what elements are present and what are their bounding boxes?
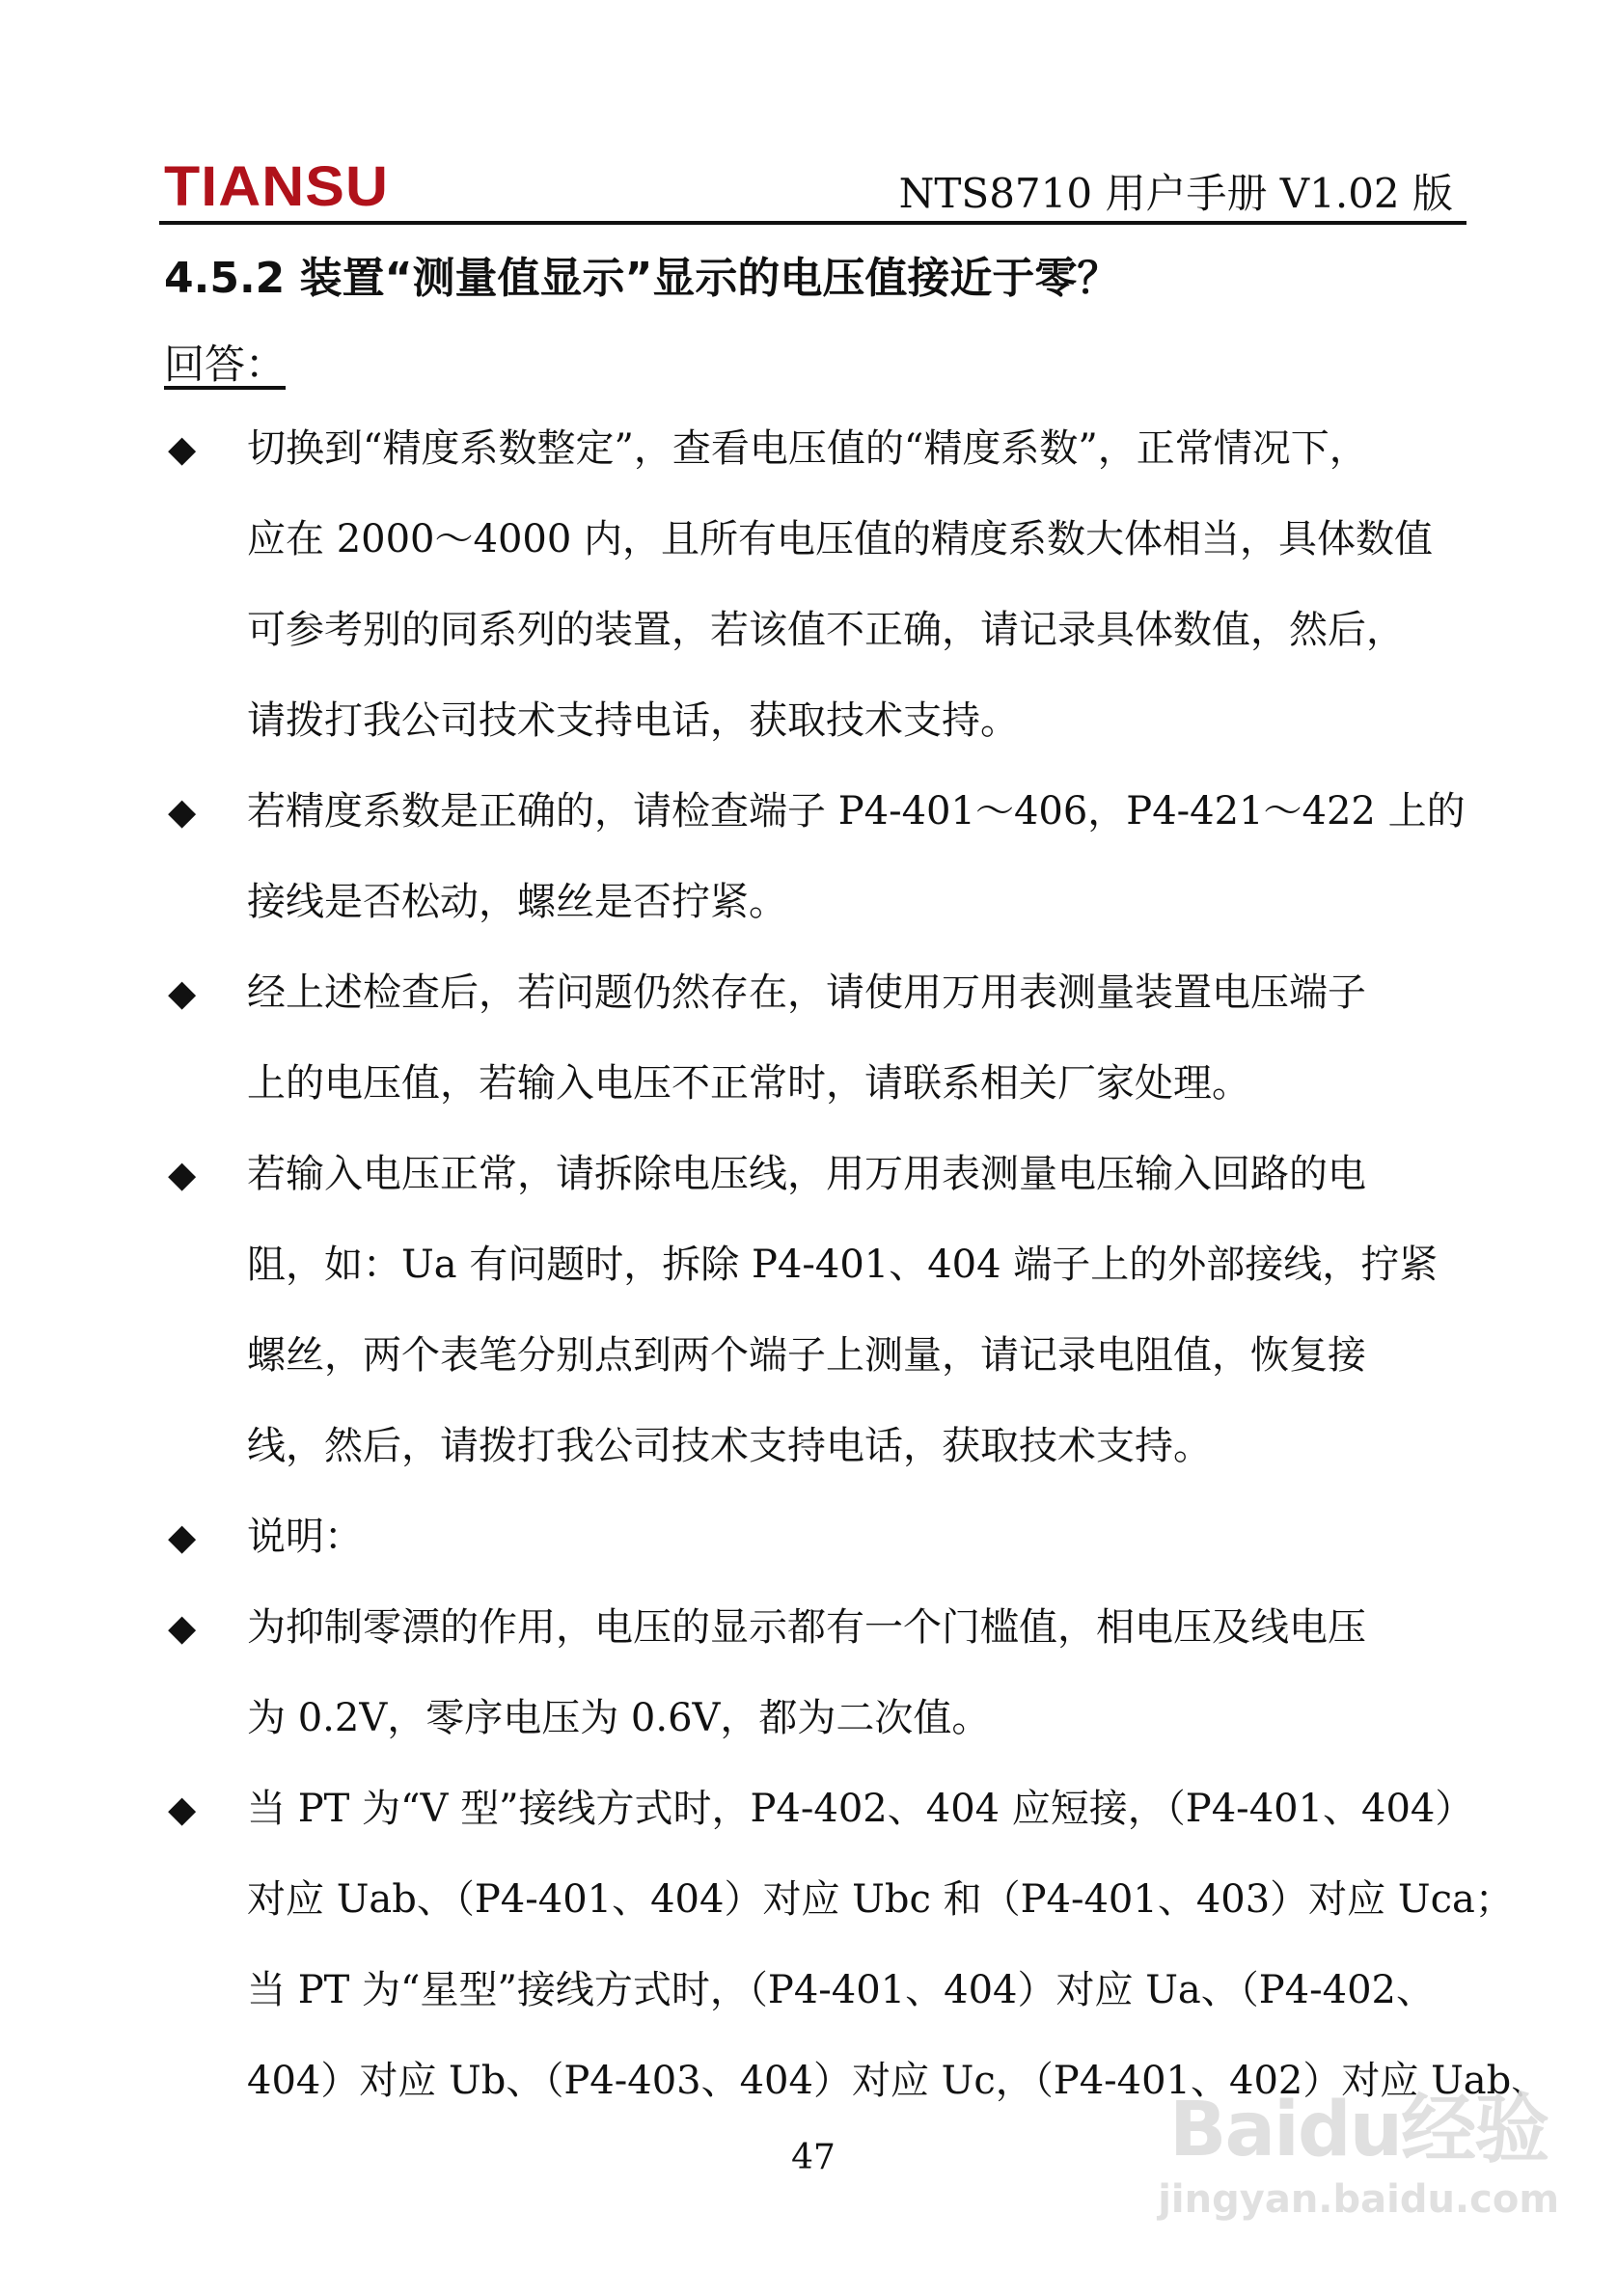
header-divider bbox=[159, 221, 1466, 225]
line-text: 上的电压值，若输入电压不正常时，请联系相关厂家处理。 bbox=[247, 1061, 1250, 1106]
line-text: 对应 Uab、（P4-401、404）对应 Ubc 和（P4-401、403）对应 Uca； bbox=[247, 1877, 1514, 1922]
list-item-line bbox=[0, 1945, 1617, 2036]
line-text: 说明： bbox=[247, 1515, 363, 1559]
list-item-line bbox=[0, 766, 1617, 857]
line-text: 为 0.2V，零序电压为 0.6V，都为二次值。 bbox=[247, 1696, 991, 1740]
section-heading: 4.5.2 装置“测量值显示”显示的电压值接近于零？ bbox=[164, 254, 1120, 303]
diamond-bullet-icon: ◆ bbox=[168, 1153, 197, 1195]
answer-list bbox=[0, 403, 1617, 2126]
line-text: 阻，如：Ua 有问题时，拆除 P4-401、404 端子上的外部接线，拧紧 bbox=[247, 1243, 1439, 1287]
list-item-line bbox=[0, 1401, 1617, 1491]
diamond-bullet-icon: ◆ bbox=[168, 1606, 197, 1649]
line-text: 为抑制零漂的作用，电压的显示都有一个门槛值，相电压及线电压 bbox=[247, 1605, 1366, 1650]
list-item-line bbox=[0, 1582, 1617, 1673]
list-item-line bbox=[0, 947, 1617, 1038]
list-item-line bbox=[0, 1763, 1617, 1854]
list-item-line bbox=[0, 1129, 1617, 1219]
list-item-line bbox=[0, 585, 1617, 675]
line-text: 线，然后，请拨打我公司技术支持电话，获取技术支持。 bbox=[247, 1424, 1212, 1468]
diamond-bullet-icon: ◆ bbox=[168, 971, 197, 1014]
line-text: 经上述检查后，若问题仍然存在，请使用万用表测量装置电压端子 bbox=[247, 970, 1366, 1015]
list-item-line bbox=[0, 857, 1617, 947]
diamond-bullet-icon: ◆ bbox=[168, 1788, 197, 1830]
line-text: 请拨打我公司技术支持电话，获取技术支持。 bbox=[247, 698, 1019, 743]
list-item-line bbox=[0, 1219, 1617, 1310]
line-text: 404）对应 Ub、（P4-403、404）对应 Uc，（P4-401、402）对应 Uab、 bbox=[247, 2059, 1550, 2103]
line-text: 可参考别的同系列的装置，若该值不正确，请记录具体数值，然后， bbox=[247, 608, 1405, 652]
watermark-brand: Baidu经验 bbox=[1169, 2087, 1548, 2173]
line-text: 应在 2000～4000 内，且所有电压值的精度系数大体相当，具体数值 bbox=[247, 517, 1434, 561]
watermark-url: jingyan.baidu.com bbox=[1158, 2177, 1559, 2222]
page-number: 47 bbox=[791, 2138, 836, 2177]
line-text: 若精度系数是正确的，请检查端子 P4-401～406，P4-421～422 上的 bbox=[247, 789, 1466, 834]
list-item-line bbox=[0, 1038, 1617, 1129]
diamond-bullet-icon: ◆ bbox=[168, 427, 197, 470]
line-text: 螺丝，两个表笔分别点到两个端子上测量，请记录电阻值，恢复接 bbox=[247, 1333, 1366, 1378]
line-text: 当 PT 为“V 型”接线方式时，P4-402、404 应短接，（P4-401、404） bbox=[247, 1787, 1474, 1831]
document-title: NTS8710 用户手册 V1.02 版 bbox=[898, 170, 1453, 217]
line-text: 当 PT 为“星型”接线方式时，（P4-401、404）对应 Ua、（P4-402、 bbox=[247, 1968, 1435, 2012]
diamond-bullet-icon: ◆ bbox=[168, 1516, 197, 1558]
list-item-line bbox=[0, 1491, 1617, 1582]
line-text: 接线是否松动，螺丝是否拧紧。 bbox=[247, 880, 787, 924]
baidu-watermark bbox=[1158, 2069, 1559, 2222]
line-text: 切换到“精度系数整定”，查看电压值的“精度系数”，正常情况下， bbox=[247, 426, 1368, 471]
list-item-line bbox=[0, 494, 1617, 585]
list-item-line bbox=[0, 1854, 1617, 1945]
tiansu-logo: TIANSU bbox=[164, 155, 389, 218]
answer-label: 回答： bbox=[164, 341, 287, 388]
list-item-line bbox=[0, 675, 1617, 766]
list-item-line bbox=[0, 1310, 1617, 1401]
list-item-line bbox=[0, 403, 1617, 494]
line-text: 若输入电压正常，请拆除电压线，用万用表测量电压输入回路的电 bbox=[247, 1152, 1366, 1196]
list-item-line bbox=[0, 1673, 1617, 1763]
diamond-bullet-icon: ◆ bbox=[168, 790, 197, 833]
